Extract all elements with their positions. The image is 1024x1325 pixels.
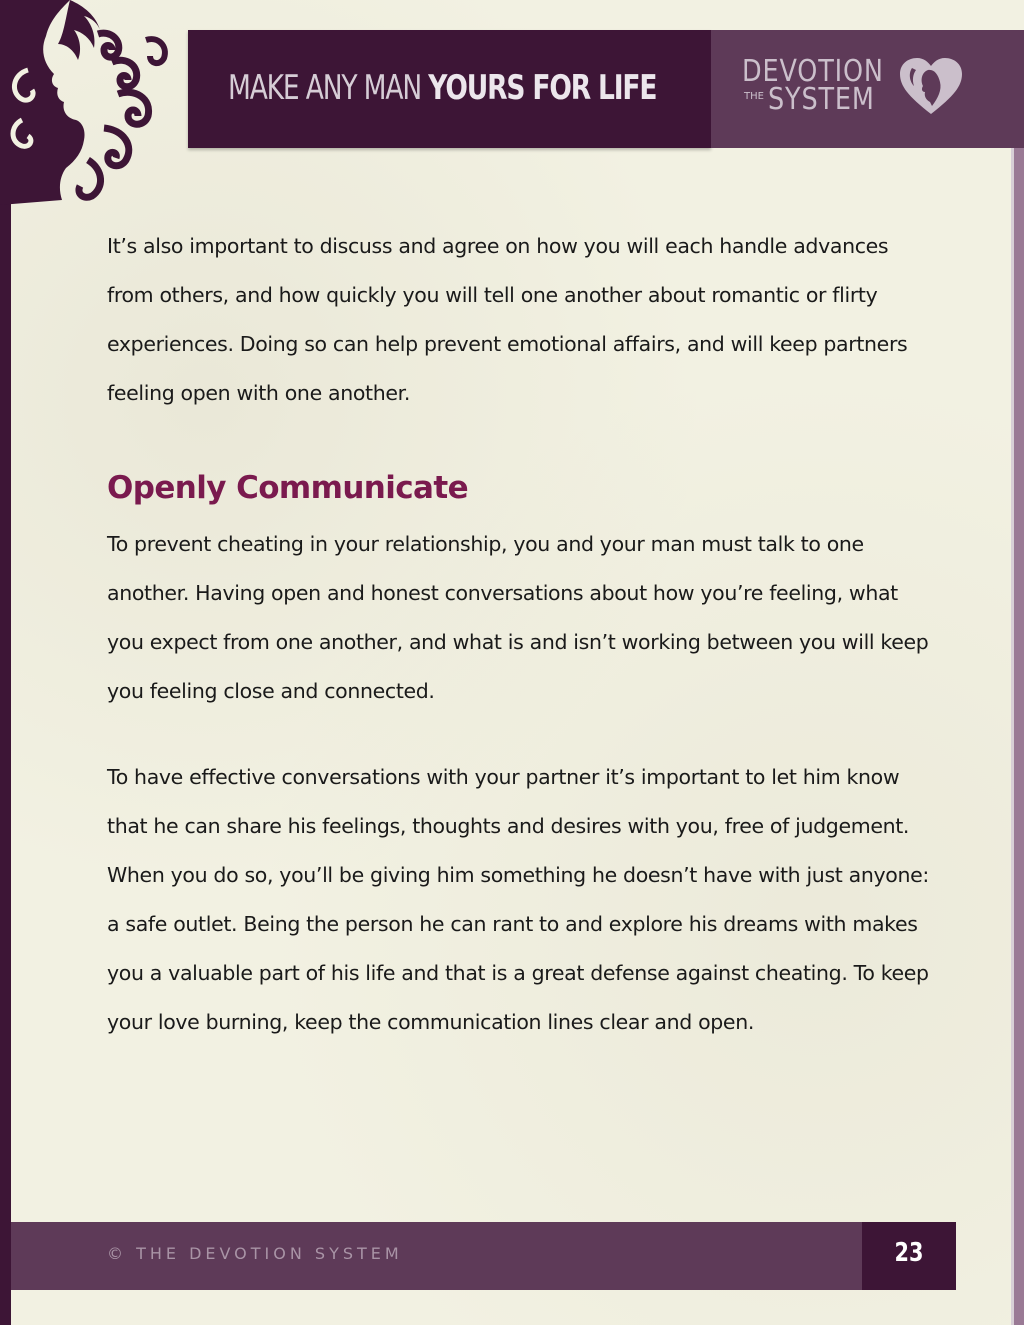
header-title <box>228 68 656 108</box>
footer-bar <box>11 1222 956 1290</box>
header-title-bold: YOURS FOR LIFE <box>428 68 657 108</box>
body-paragraph-1: To prevent cheating in your relationship, you and your man must talk to one another. Having open and honest conversations about how you’re feeling, what you expect from one another, and what is and isn’t working between you will keep you feeling close and connected. <box>107 532 929 703</box>
section-heading: Openly Communicate <box>107 470 469 506</box>
devotion-system-logo <box>742 54 972 124</box>
heart-woman-profile-icon <box>898 56 964 118</box>
header-title-regular: MAKE ANY MAN <box>228 68 429 108</box>
header-title-panel <box>188 30 711 148</box>
logo-the-text: THE <box>744 91 764 102</box>
woman-silhouette-icon <box>0 0 175 205</box>
page-number-box <box>862 1222 956 1290</box>
right-accent-bar <box>1014 148 1024 1325</box>
footer-copyright: © THE DEVOTION SYSTEM <box>107 1244 403 1263</box>
page-number: 23 <box>894 1238 924 1268</box>
page-content <box>107 222 937 1047</box>
logo-system-text: SYSTEM <box>768 82 875 117</box>
header-banner <box>188 30 1024 148</box>
paragraph-spacer <box>107 716 937 753</box>
intro-paragraph: It’s also important to discuss and agree on how you will each handle advances from others, and how quickly you will tell one another about romantic or flirty experiences. Doing so can help prevent emotional affairs, and will keep partners feeling open with one another. <box>107 234 908 405</box>
logo-devotion-text: DEVOTION <box>742 54 884 89</box>
body-paragraph-2: To have effective conversations with your partner it’s important to let him know that he can share his feelings, thoughts and desires with you, free of judgement. When you do so, you’ll be giving him something he doesn’t have with just anyone: a safe outlet. Being the person he can rant to and explore his dreams with makes you a valuable part of his life and that is a great defense against cheating. To keep your love burning, keep the communication lines clear and open. <box>107 765 929 1034</box>
